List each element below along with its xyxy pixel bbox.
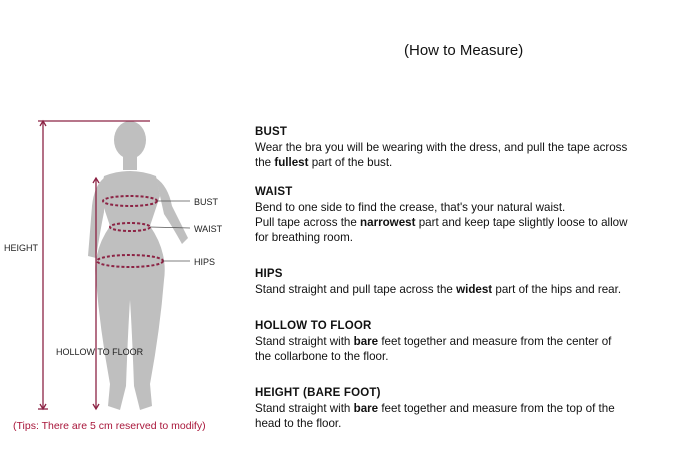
bust-description [255, 140, 675, 170]
hips-line-1a: Stand straight and pull tape across the [255, 283, 457, 296]
hollow-line-1a: Stand straight with [255, 335, 354, 348]
height-label: HEIGHT [4, 243, 39, 253]
waist-line-2a: Pull tape across the [255, 216, 361, 229]
section-hollow-to-floor [255, 320, 675, 364]
height-line-1c: feet together and measure from the top of the [378, 402, 615, 415]
hollow-emphasis: bare [353, 335, 379, 348]
bust-line-2a: the [255, 156, 275, 169]
hips-description [255, 282, 675, 297]
waist-description [255, 200, 675, 245]
hollow-line-2: the collarbone to the floor. [255, 350, 389, 363]
body-silhouette [0, 0, 240, 468]
section-bust [255, 126, 675, 170]
height-heading: HEIGHT (BARE FOOT) [255, 387, 381, 399]
bust-label: BUST [194, 197, 219, 207]
height-line-1a: Stand straight with [255, 402, 354, 415]
page-title: (How to Measure) [404, 42, 524, 59]
bust-line-2c: part of the bust. [308, 156, 393, 169]
section-waist [255, 186, 675, 245]
hollow-description [255, 334, 675, 364]
waist-heading: WAIST [255, 186, 293, 198]
silhouette-shape [88, 121, 188, 410]
waist-line-1: Bend to one side to find the crease, that's your natural waist. [255, 201, 566, 214]
tips-note: (Tips: There are 5 cm reserved to modify) [13, 420, 206, 432]
hips-heading: HIPS [255, 268, 283, 280]
bust-emphasis: fullest [274, 156, 309, 169]
hips-line-1c: part of the hips and rear. [492, 283, 622, 296]
bust-line-1: Wear the bra you will be wearing with the dress, and pull the tape across [255, 141, 628, 154]
waist-emphasis: narrowest [360, 216, 416, 229]
height-line-2: head to the floor. [255, 417, 342, 430]
height-emphasis: bare [353, 402, 379, 415]
section-height [255, 387, 675, 431]
height-description [255, 401, 675, 431]
waist-line-3: for breathing room. [255, 231, 353, 244]
bust-heading: BUST [255, 126, 288, 138]
section-hips [255, 268, 675, 297]
hollow-to-floor-label: HOLLOW TO FLOOR [56, 347, 144, 357]
waist-label: WAIST [194, 224, 223, 234]
hips-emphasis: widest [456, 283, 493, 296]
waist-line-2c: part and keep tape slightly loose to allow [415, 216, 628, 229]
hollow-line-1c: feet together and measure from the center of [378, 335, 612, 348]
body-figure [0, 0, 240, 468]
hollow-heading: HOLLOW TO FLOOR [255, 320, 372, 332]
hips-label: HIPS [194, 257, 216, 267]
